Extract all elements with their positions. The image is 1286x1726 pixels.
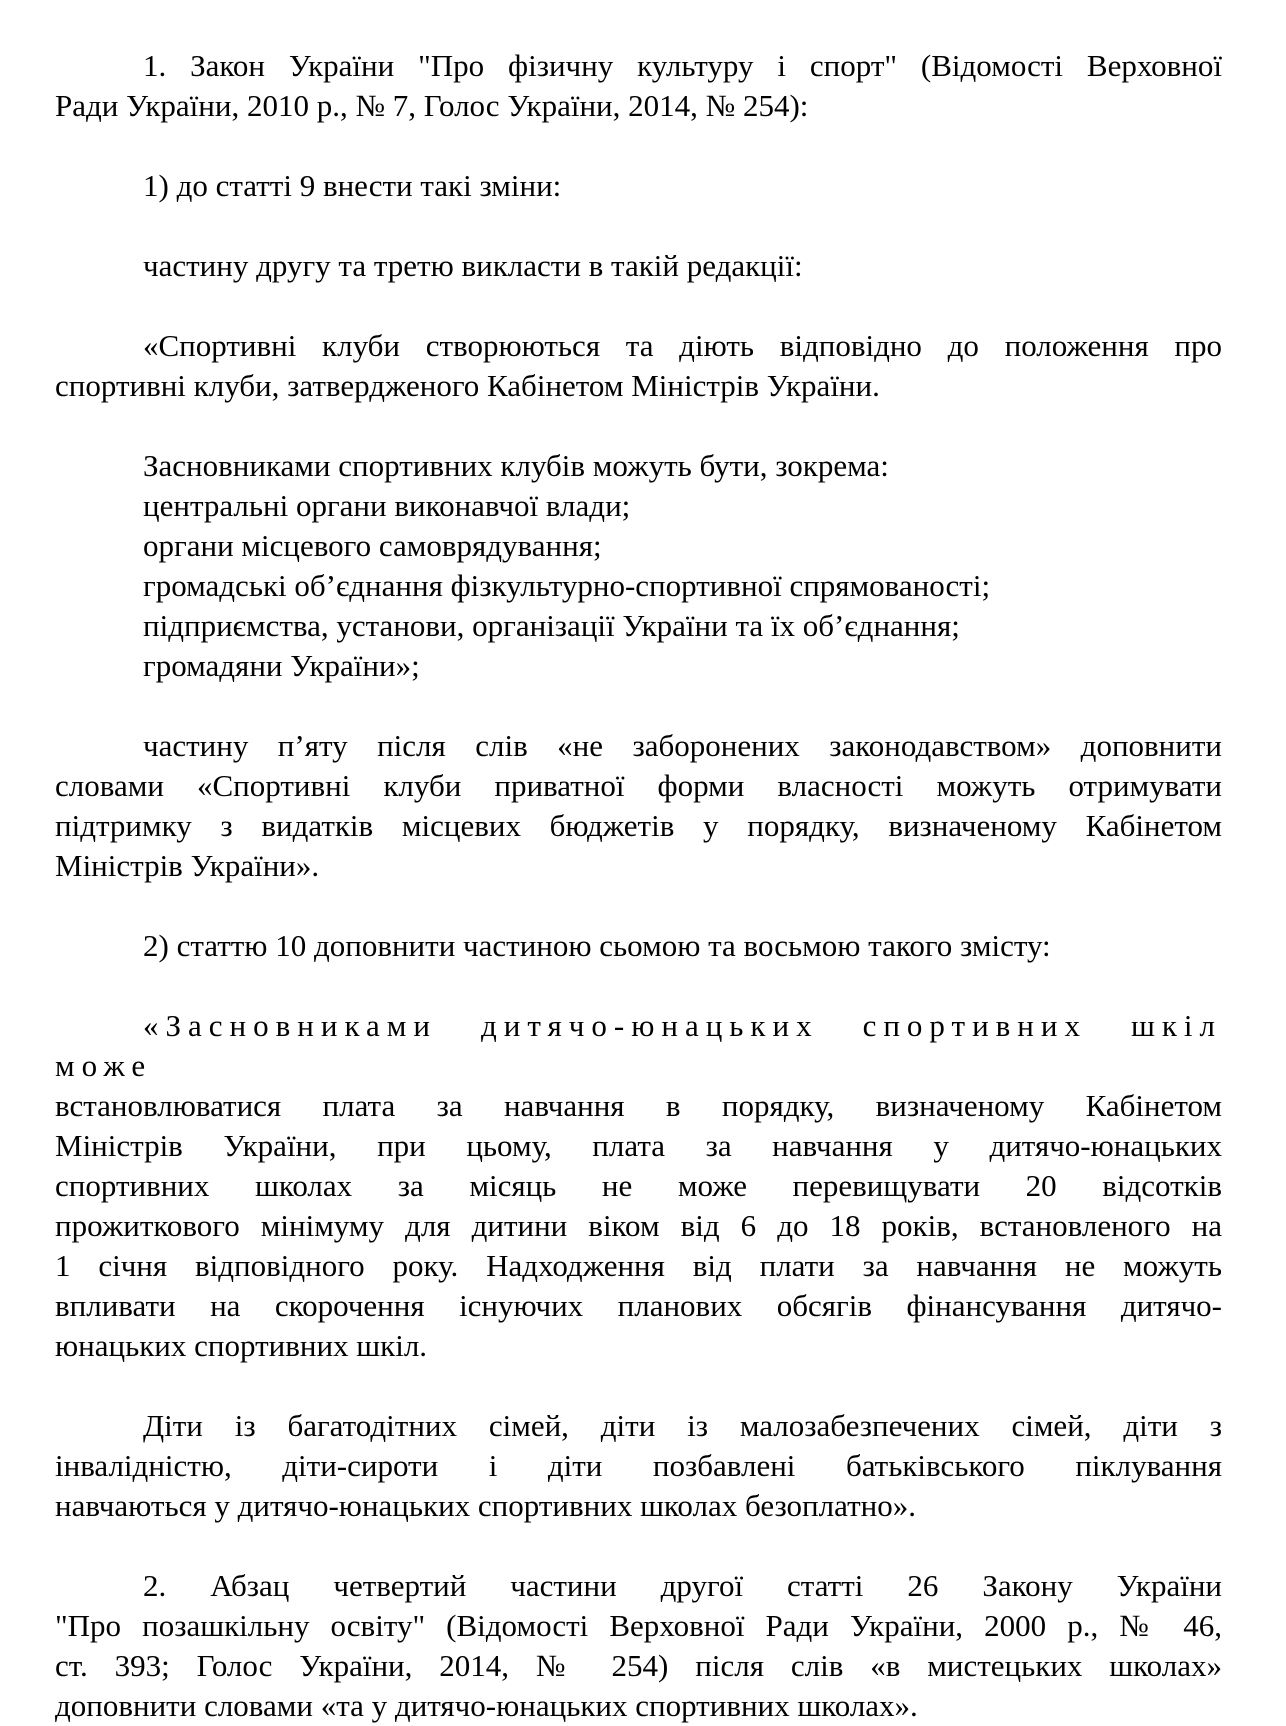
text-line: Міністрів України». [55,848,320,883]
text-line: частину п’яту після слів «не заборонених законодавством» доповнити [143,728,1222,763]
paragraph-law-out-of-school-education-amendment [55,1566,1222,1726]
text-line: навчаються у дитячо-юнацьких спортивних школах безоплатно». [55,1488,916,1523]
text-line: «Засновниками дитячо-юнацьких спортивних шкіл може [55,1008,1222,1083]
paragraph-sport-clubs-creation [55,326,1222,406]
text-line: Ради України, 2010 р., № 7, Голос України, 2014, № 254): [55,88,809,123]
text-line: 1 січня відповідного року. Надходження від плати за навчання не можуть [55,1248,1222,1283]
text-line: центральні органи виконавчої влади; [143,488,631,523]
paragraph-children-free-tuition [55,1406,1222,1526]
text-line: 1. Закон України "Про фізичну культуру і спорт" (Відомості Верховної [143,48,1222,83]
text-line: підприємства, установи, організації України та їх об’єднання; [143,608,960,643]
paragraph-parts-two-three-new-wording [55,246,1222,286]
text-line: Засновниками спортивних клубів можуть бути, зокрема: [143,448,889,483]
text-line: ст. 393; Голос України, 2014, № 254) після слів «в мистецьких школах» [55,1648,1222,1683]
text-line: спортивних школах за місяць не може перевищувати 20 відсотків [55,1168,1222,1203]
text-line: юнацьких спортивних шкіл. [55,1328,428,1363]
text-line: встановлюватися плата за навчання в порядку, визначеному Кабінетом [55,1088,1222,1123]
paragraph-founders-list [55,446,1222,686]
text-line: впливати на скорочення існуючих планових обсягів фінансування дитячо- [55,1288,1222,1323]
text-line: словами «Спортивні клуби приватної форми власності можуть отримувати [55,768,1222,803]
text-line: Діти із багатодітних сімей, діти із малозабезпечених сімей, діти з [143,1408,1222,1443]
text-line: органи місцевого самоврядування; [143,528,602,563]
text-line: доповнити словами «та у дитячо-юнацьких спортивних школах». [55,1688,918,1723]
text-line: «Спортивні клуби створюються та діють відповідно до положення про [143,328,1222,363]
paragraph-item-2-article-10 [55,926,1222,966]
text-line: "Про позашкільну освіту" (Відомості Верховної Ради України, 2000 р., № 46, [55,1608,1222,1643]
paragraph-law-sport-amendment-intro [55,46,1222,126]
text-line: 1) до статті 9 внести такі зміни: [143,168,562,203]
text-line: громадяни України»; [143,648,420,683]
text-line: 2) статтю 10 доповнити частиною сьомою та восьмою такого змісту: [143,928,1051,963]
text-line: інвалідністю, діти-сироти і діти позбавлені батьківського піклування [55,1448,1222,1483]
paragraph-sport-schools-tuition [55,1006,1222,1366]
paragraph-item-1-article-9 [55,166,1222,206]
text-line: громадські об’єднання фізкультурно-спортивної спрямованості; [143,568,991,603]
text-line: підтримку з видатків місцевих бюджетів у порядку, визначеному Кабінетом [55,808,1222,843]
text-line: частину другу та третю викласти в такій редакції: [143,248,803,283]
text-line: прожиткового мінімуму для дитини віком від 6 до 18 років, встановленого на [55,1208,1222,1243]
text-line: Міністрів України, при цьому, плата за навчання у дитячо-юнацьких [55,1128,1222,1163]
text-line: спортивні клуби, затвердженого Кабінетом Міністрів України. [55,368,880,403]
text-line: 2. Абзац четвертий частини другої статті 26 Закону України [143,1568,1222,1603]
paragraph-part-five-supplement [55,726,1222,886]
